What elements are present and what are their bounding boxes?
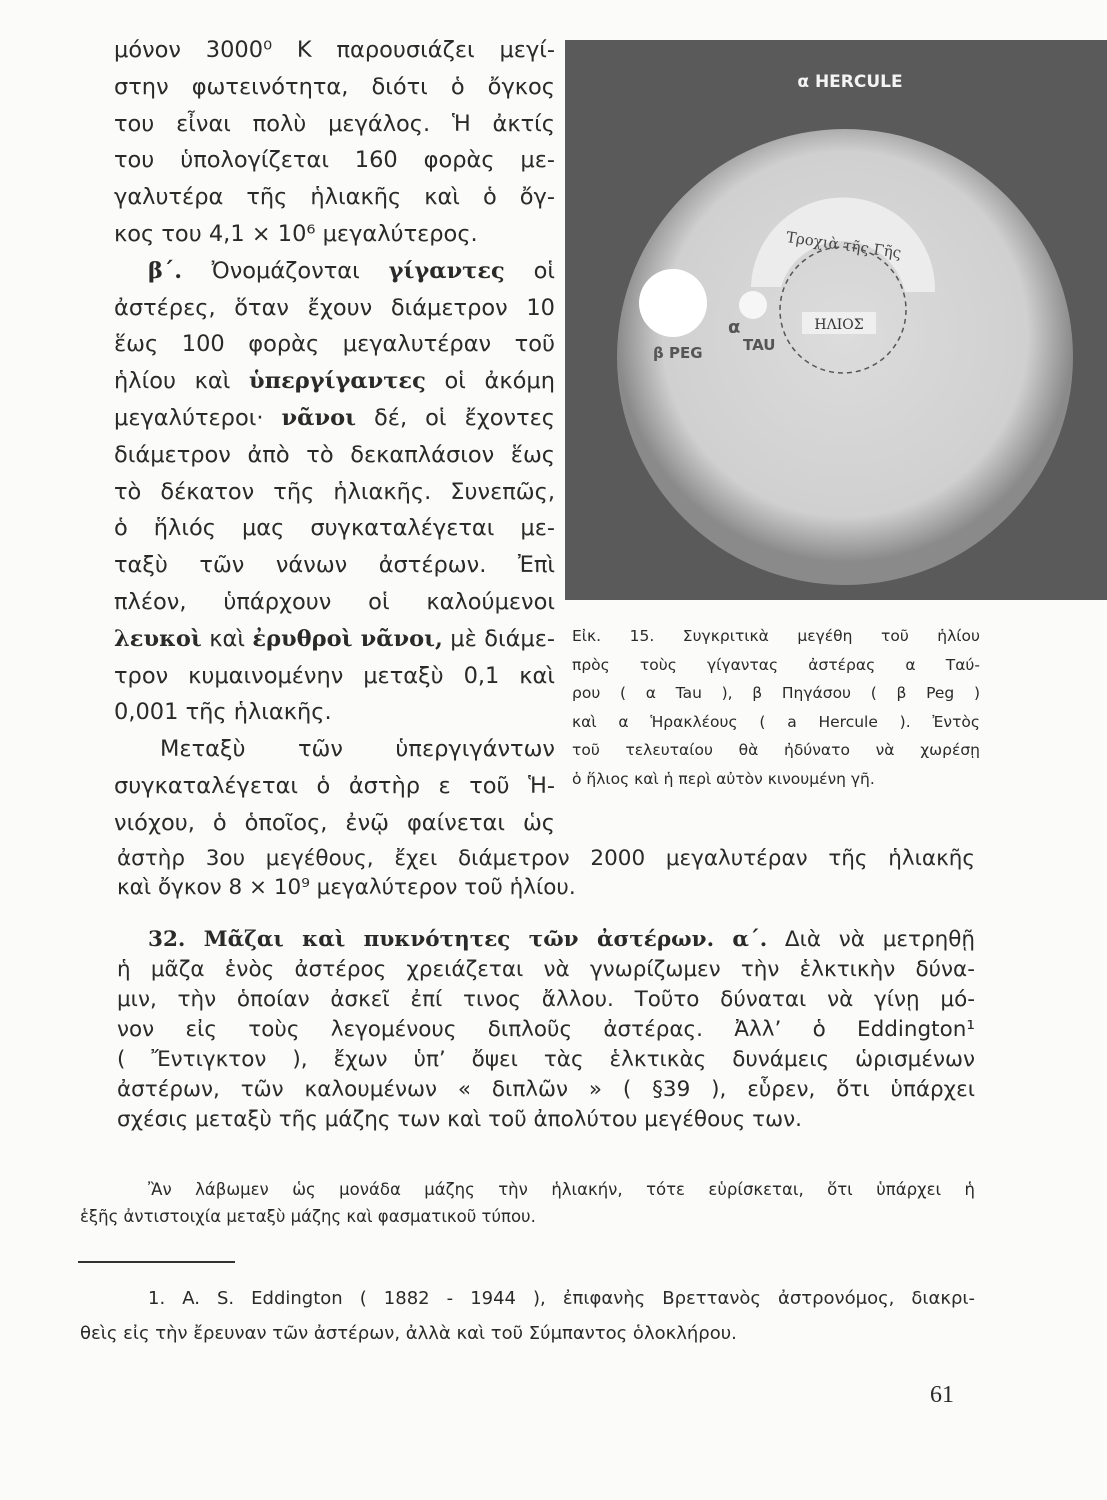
text-segment: τρον κυμαινομένην μεταξὺ 0,1 καὶ — [114, 662, 555, 689]
text-segment: οἱ — [504, 257, 555, 284]
emphasized-term: ὑπεργίγαντες — [249, 368, 426, 395]
text-line — [114, 401, 555, 435]
text-segment: οἱ ἀκόμη — [425, 368, 555, 395]
text-segment: ( Ἔντιγκτον ), ἔχων ὑπ’ ὄψει τὰς ἑλκτικὰς δυνάμεις ὡρισμένων — [117, 1047, 975, 1072]
text-segment: 0,001 τῆς ἡλιακῆς. — [114, 699, 332, 726]
text-segment: ἡ μᾶζα ἑνὸς ἀστέρος χρειάζεται νὰ γνωρίζωμεν τὴν ἑλκτικὴν δύνα- — [117, 957, 975, 982]
text-line — [114, 107, 555, 141]
text-line — [114, 695, 555, 729]
text-line: τοῦ τελευταίου θὰ ἠδύνατο νὰ χωρέσῃ — [572, 741, 980, 760]
text-line — [114, 327, 555, 361]
text-segment: του ὑπολογίζεται 160 φορὰς με- — [114, 147, 555, 174]
text-line — [148, 925, 975, 955]
emphasized-term: γίγαντες — [388, 257, 505, 284]
text-line — [114, 217, 555, 251]
text-segment: ὁ ἥλιός μας συγκαταλέγεται με- — [114, 515, 555, 542]
text-segment: ἕως 100 φορὰς μεγαλυτέραν τοῦ — [114, 331, 555, 358]
text-segment: πλέον, ὑπάρχουν οἱ καλούμενοι — [114, 589, 555, 615]
text-line — [114, 511, 555, 545]
beta-peg-star — [639, 269, 707, 337]
emphasized-term: β΄. — [148, 257, 212, 284]
text-line: 1. A. S. Eddington ( 1882 - 1944 ), ἐπιφανὴς Βρεττανὸς ἀστρονόμος, διακρι- — [148, 1288, 975, 1309]
text-segment: μεγαλύτεροι· — [114, 405, 282, 431]
text-line — [114, 70, 555, 104]
text-line: ἑξῆς ἀντιστοιχία μεταξὺ μάζης καὶ φασματικοῦ τύπου. — [80, 1207, 536, 1226]
text-segment: ἀστὴρ 3ου μεγέθους, ἔχει διάμετρον 2000 μεγαλυτέραν τῆς ἡλιακῆς — [117, 846, 975, 871]
text-line — [117, 1015, 975, 1045]
text-segment: μὲ διάμε- — [442, 625, 556, 652]
text-line — [114, 585, 555, 619]
footnote-divider — [78, 1261, 235, 1263]
text-line — [114, 475, 555, 509]
emphasized-term: 32. Μᾶζαι καὶ πυκνότητες τῶν ἀστέρων. α΄. — [148, 927, 768, 952]
text-segment: Διὰ νὰ μετρηθῇ — [767, 927, 975, 952]
text-segment: ταξὺ τῶν νάνων ἀστέρων. Ἐπὶ — [114, 552, 555, 579]
alpha-tau-label: TAU — [743, 336, 776, 354]
text-line — [148, 254, 555, 288]
text-line — [117, 844, 975, 874]
figure-star-size-comparison — [565, 40, 1107, 600]
orbit-label: Τροχιὰ τῆς Γῆς — [785, 228, 903, 263]
text-line: ὁ ἥλιος καὶ ἡ περὶ αὐτὸν κινουμένη γῆ. — [572, 770, 875, 788]
alpha-tau-star — [739, 291, 767, 319]
text-line — [117, 955, 975, 985]
text-segment: νιόχου, ὁ ὁποῖος, ἐνῷ φαίνεται ὡς — [114, 809, 555, 836]
text-segment: Μεταξὺ τῶν ὑπεργιγάντων — [160, 736, 555, 763]
alpha-tau-alpha: α — [728, 317, 741, 338]
text-segment: σχέσις μεταξὺ τῆς μάζης των καὶ τοῦ ἀπολύτου μεγέθους των. — [117, 1107, 802, 1132]
text-line — [117, 1045, 975, 1075]
text-line — [114, 180, 555, 214]
text-line: καὶ α Ἡρακλέους ( a Hercule ). Ἐντὸς — [572, 712, 980, 731]
text-segment: δέ, οἱ ἔχοντες — [355, 405, 555, 431]
text-segment: γαλυτέρα τῆς ἡλιακῆς καὶ ὁ ὄγ- — [114, 184, 555, 211]
text-segment: συγκαταλέγεται ὁ ἀστὴρ ε τοῦ Ἡ- — [114, 773, 555, 799]
text-segment: μόνον 3000⁰ Κ παρουσιάζει μεγί- — [114, 37, 555, 63]
text-line — [114, 769, 555, 803]
text-segment: ἡλίου καὶ — [114, 368, 250, 395]
text-line — [117, 1105, 975, 1135]
text-line — [114, 806, 555, 840]
text-line: θεὶς εἰς τὴν ἔρευναν τῶν ἀστέρων, ἀλλὰ καὶ τοῦ Σύμπαντος ὁλοκλήρου. — [80, 1323, 737, 1344]
text-line: Ἂν λάβωμεν ὡς μονάδα μάζης τὴν ἡλιακήν, τότε εὑρίσκεται, ὅτι ὑπάρχει ἡ — [148, 1180, 975, 1199]
text-line — [114, 438, 555, 472]
alpha-hercule-label: α HERCULE — [797, 72, 903, 92]
text-line: πρὸς τοὺς γίγαντας ἀστέρας α Ταύ- — [572, 655, 980, 674]
text-line — [114, 291, 555, 325]
text-segment: διάμετρον ἀπὸ τὸ δεκαπλάσιον ἕως — [114, 441, 555, 468]
text-segment: κος του 4,1 × 10⁶ μεγαλύτερος. — [114, 221, 478, 247]
text-line — [117, 985, 975, 1015]
text-line — [114, 622, 555, 656]
text-segment: ἀστέρες, ὅταν ἔχουν διάμετρον 10 — [114, 294, 555, 321]
text-line — [114, 364, 555, 398]
emphasized-term: νᾶνοι — [281, 405, 356, 431]
text-segment: καὶ — [201, 625, 253, 652]
text-segment: μιν, τὴν ὁποίαν ἀσκεῖ ἐπί τινος ἄλλου. Τοῦτο δύναται νὰ γίνῃ μό- — [117, 987, 975, 1012]
page-number: 61 — [930, 1382, 954, 1408]
text-segment: Ὀνομάζονται — [211, 257, 389, 284]
text-segment: καὶ ὄγκον 8 × 10⁹ μεγαλύτερον τοῦ ἡλίου. — [117, 875, 576, 900]
text-line — [117, 873, 975, 903]
beta-peg-label: β PEG — [653, 344, 703, 362]
text-segment: ἀστέρων, τῶν καλουμένων « διπλῶν » ( §39 ), εὗρεν, ὅτι ὑπάρχει — [117, 1077, 975, 1102]
text-line — [114, 143, 555, 177]
text-line — [114, 548, 555, 582]
emphasized-term: λευκοὶ — [114, 625, 202, 652]
text-segment: τὸ δέκατον τῆς ἡλιακῆς. Συνεπῶς, — [114, 478, 555, 505]
text-line — [114, 33, 555, 67]
text-line — [114, 659, 555, 693]
text-line — [160, 732, 555, 766]
text-segment: του εἶναι πολὺ μεγάλος. Ἡ ἀκτίς — [114, 110, 555, 137]
sun-label: ΗΛΙΟΣ — [814, 317, 864, 333]
text-line: Εἰκ. 15. Συγκριτικὰ μεγέθη τοῦ ἡλίου — [572, 627, 980, 645]
text-segment: νον εἰς τοὺς λεγομένους διπλοῦς ἀστέρας. Ἀλλ’ ὁ Eddington¹ — [117, 1017, 975, 1042]
text-segment: στην φωτεινότητα, διότι ὁ ὄγκος — [114, 73, 555, 100]
emphasized-term: ἐρυθροὶ νᾶνοι, — [252, 625, 443, 652]
text-line: ρου ( α Tau ), β Πηγάσου ( β Peg ) — [572, 684, 980, 703]
text-line — [117, 1075, 975, 1105]
